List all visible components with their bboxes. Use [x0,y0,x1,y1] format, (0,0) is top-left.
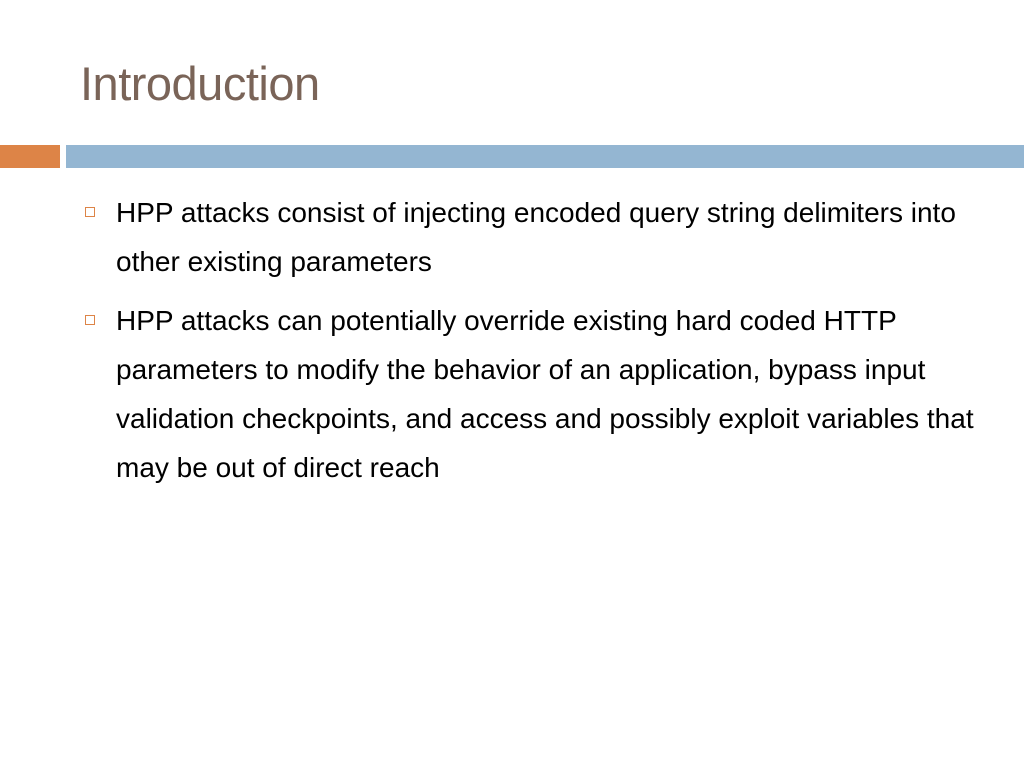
title-rule-bar [66,145,1024,168]
bullet-item [80,296,980,492]
slide-title: Introduction [80,57,320,110]
bullet-text: HPP attacks can potentially override existing hard coded HTTP parameters to modify the behavior of an application, bypass input validation checkpoints, and access and possibly exploit variables that may be out of direct reach [116,305,974,483]
hollow-square-bullet-icon [85,315,95,325]
bullet-text: HPP attacks consist of injecting encoded query string delimiters into other existing parameters [116,197,956,277]
title-rule-accent [0,145,60,168]
bullet-item [80,188,980,286]
hollow-square-bullet-icon [85,207,95,217]
bullet-list [80,188,980,502]
